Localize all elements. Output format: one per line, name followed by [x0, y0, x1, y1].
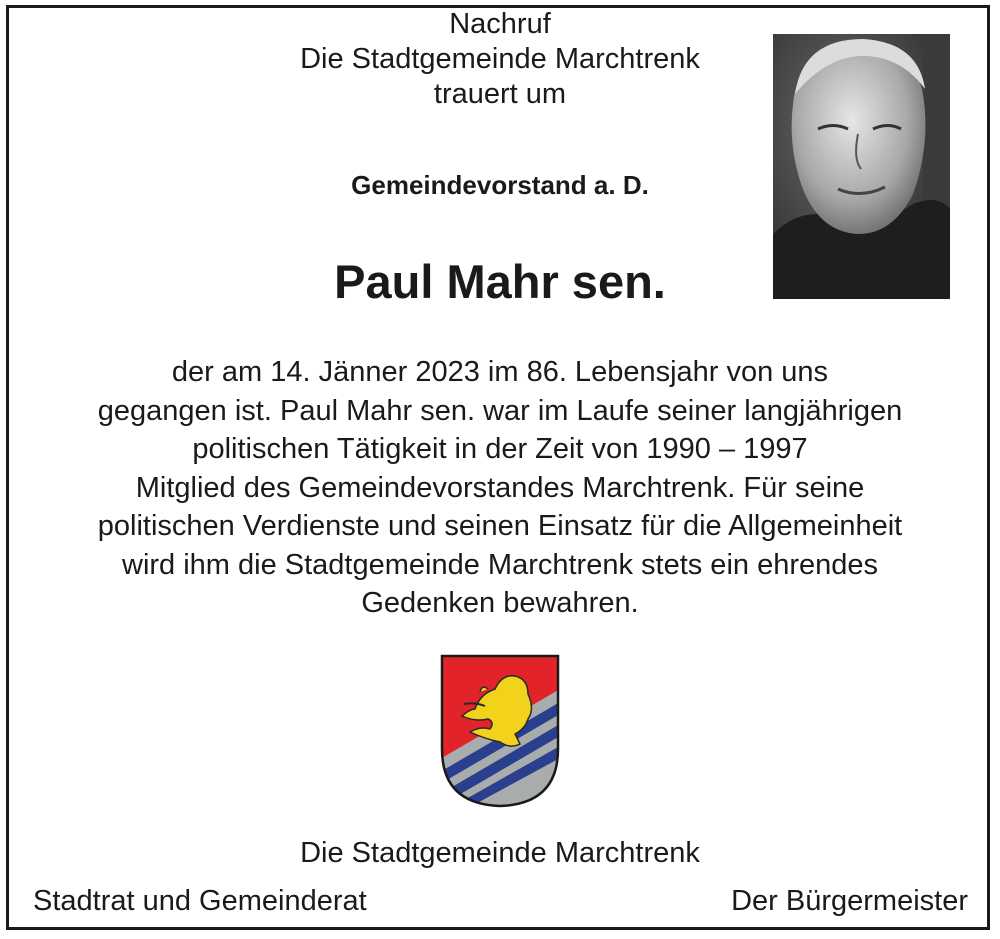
header-title: Nachruf	[449, 8, 551, 40]
obituary-line: gegangen ist. Paul Mahr sen. war im Laufe seiner langjährigen	[97, 394, 903, 427]
deceased-title: Gemeindevorstand a. D.	[351, 170, 649, 200]
coat-of-arms-icon	[440, 654, 560, 808]
deceased-name: Paul Mahr sen.	[334, 255, 666, 308]
footer-mayor: Der Bürgermeister	[731, 885, 968, 917]
obituary-text	[0, 353, 1000, 623]
header-mourns: trauert um	[433, 78, 567, 110]
footer-municipality: Die Stadtgemeinde Marchtrenk	[300, 837, 700, 869]
portrait-photo	[773, 34, 950, 299]
footer-council: Stadtrat und Gemeinderat	[33, 885, 367, 917]
obituary-line: der am 14. Jänner 2023 im 86. Lebensjahr von uns	[171, 356, 829, 388]
header-municipality: Die Stadtgemeinde Marchtrenk	[300, 43, 700, 75]
obituary-line: politischen Verdienste und seinen Einsatz für die Allgemeinheit	[97, 510, 903, 542]
obituary-line: Mitglied des Gemeindevorstandes Marchtrenk. Für seine	[135, 471, 865, 504]
obituary-line: Gedenken bewahren.	[361, 587, 639, 619]
obituary-line: wird ihm die Stadtgemeinde Marchtrenk stets ein ehrendes	[122, 548, 878, 581]
portrait-photo-icon	[773, 34, 950, 299]
obituary-line: politischen Tätigkeit in der Zeit von 1990 – 1997	[192, 433, 808, 465]
